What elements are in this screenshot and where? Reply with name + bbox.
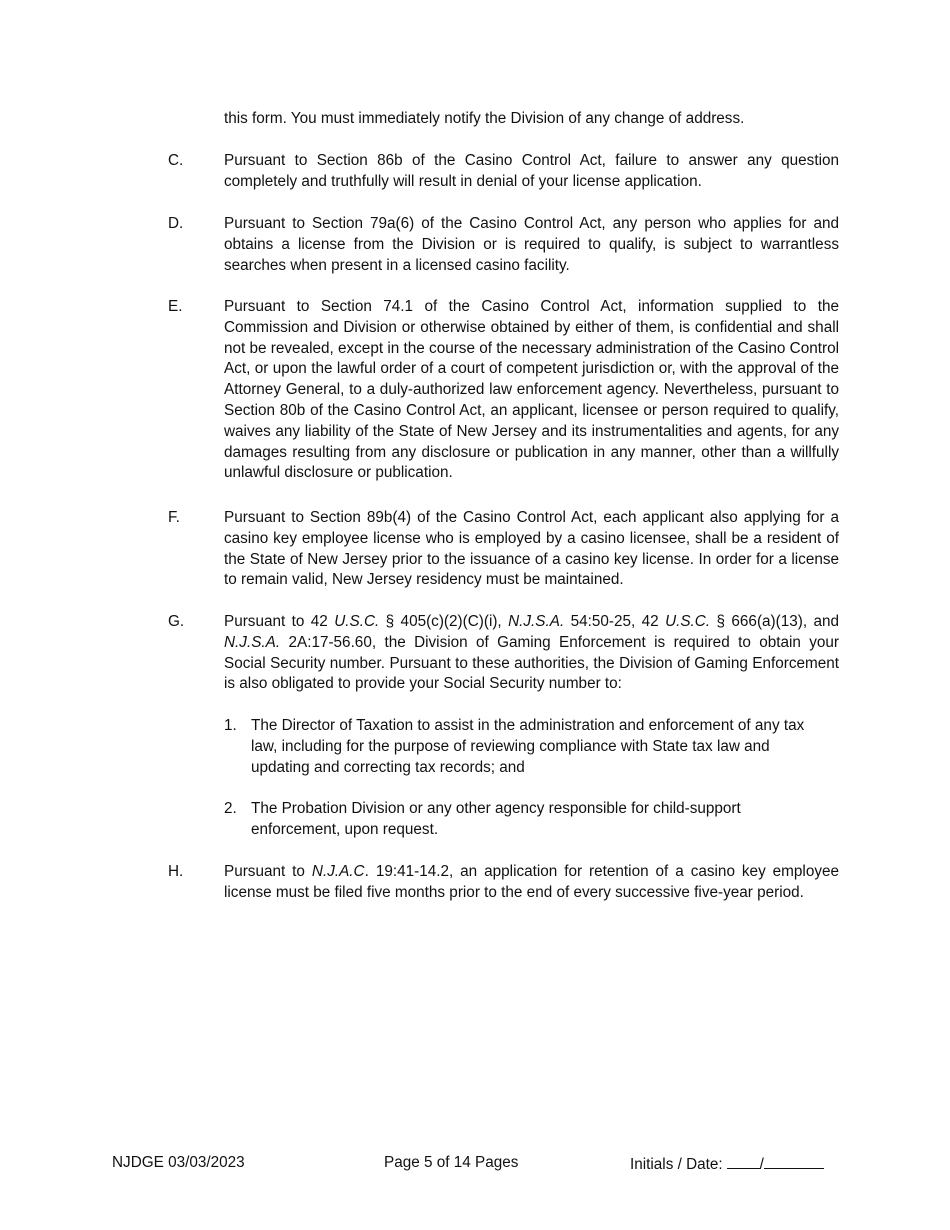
item-letter: F. <box>168 509 180 526</box>
intro-continuation-text: this form. You must immediately notify the Division of any change of address. <box>224 110 745 127</box>
item-text: Pursuant to Section 86b of the Casino Control Act, failure to answer any question completely and truthfully will result in denial of your license application. <box>224 152 839 190</box>
item-letter: G. <box>168 613 185 630</box>
item-text: Pursuant to N.J.A.C. 19:41-14.2, an application for retention of a casino key employee license must be filed five months prior to the end of every successive five-year period. <box>224 863 839 901</box>
initials-label: Initials / Date: <box>630 1156 723 1173</box>
item-text: Pursuant to Section 74.1 of the Casino Control Act, information supplied to the Commission and Division or otherwise obtained by either of them, is confidential and shall not be revealed, except in the course of the necessary administration of the Casino Control Act, or upon the lawful order of a court of competent jurisdiction or, with the approval of the Attorney General, to a duly-authorized law enforcement agency. Nevertheless, pursuant to Section 80b of the Casino Control Act, an applicant, licensee or person required to qualify, waives any liability of the State of New Jersey and its instrumentalities and agents, for any damages resulting from any disclosure or publication in any manner, other than a willfully unlawful disclosure or publication. <box>224 298 839 482</box>
footer-page-number: Page 5 of 14 Pages <box>384 1154 519 1171</box>
item-letter: D. <box>168 215 184 232</box>
initials-blank[interactable] <box>727 1153 760 1169</box>
date-separator: / <box>759 1156 764 1173</box>
footer-initials-date <box>630 1153 824 1176</box>
sub-item-number: 2. <box>224 800 237 817</box>
item-text: Pursuant to Section 79a(6) of the Casino Control Act, any person who applies for and obtains a license from the Division or is required to qualify, is subject to warrantless searches when present in a licensed casino facility. <box>224 215 839 274</box>
sub-item-number: 1. <box>224 717 237 734</box>
sub-item-text: The Director of Taxation to assist in the administration and enforcement of any tax law, including for the purpose of reviewing compliance with State tax law and updating and correcting tax records; and <box>251 717 805 776</box>
item-letter: H. <box>168 863 184 880</box>
item-letter: E. <box>168 298 183 315</box>
item-text: Pursuant to Section 89b(4) of the Casino Control Act, each applicant also applying for a casino key employee license who is employed by a casino licensee, shall be a resident of the State of New Jersey prior to the issuance of a casino key license. In order for a license to remain valid, New Jersey residency must be maintained. <box>224 509 839 589</box>
footer-form-id: NJDGE 03/03/2023 <box>112 1154 245 1171</box>
date-blank[interactable] <box>764 1153 824 1169</box>
item-text: Pursuant to 42 U.S.C. § 405(c)(2)(C)(i), N.J.S.A. 54:50-25, 42 U.S.C. § 666(a)(13), and N.J.S.A. 2A:17-56.60, the Division of Gaming Enforcement is required to obtain your Social Security number. Pursuant to these authorities, the Division of Gaming Enforcement is also obligated to provide your Social Security number to: <box>224 613 840 693</box>
item-letter: C. <box>168 152 184 169</box>
sub-item-text: The Probation Division or any other agency responsible for child-support enforcement, upon request. <box>251 800 741 838</box>
